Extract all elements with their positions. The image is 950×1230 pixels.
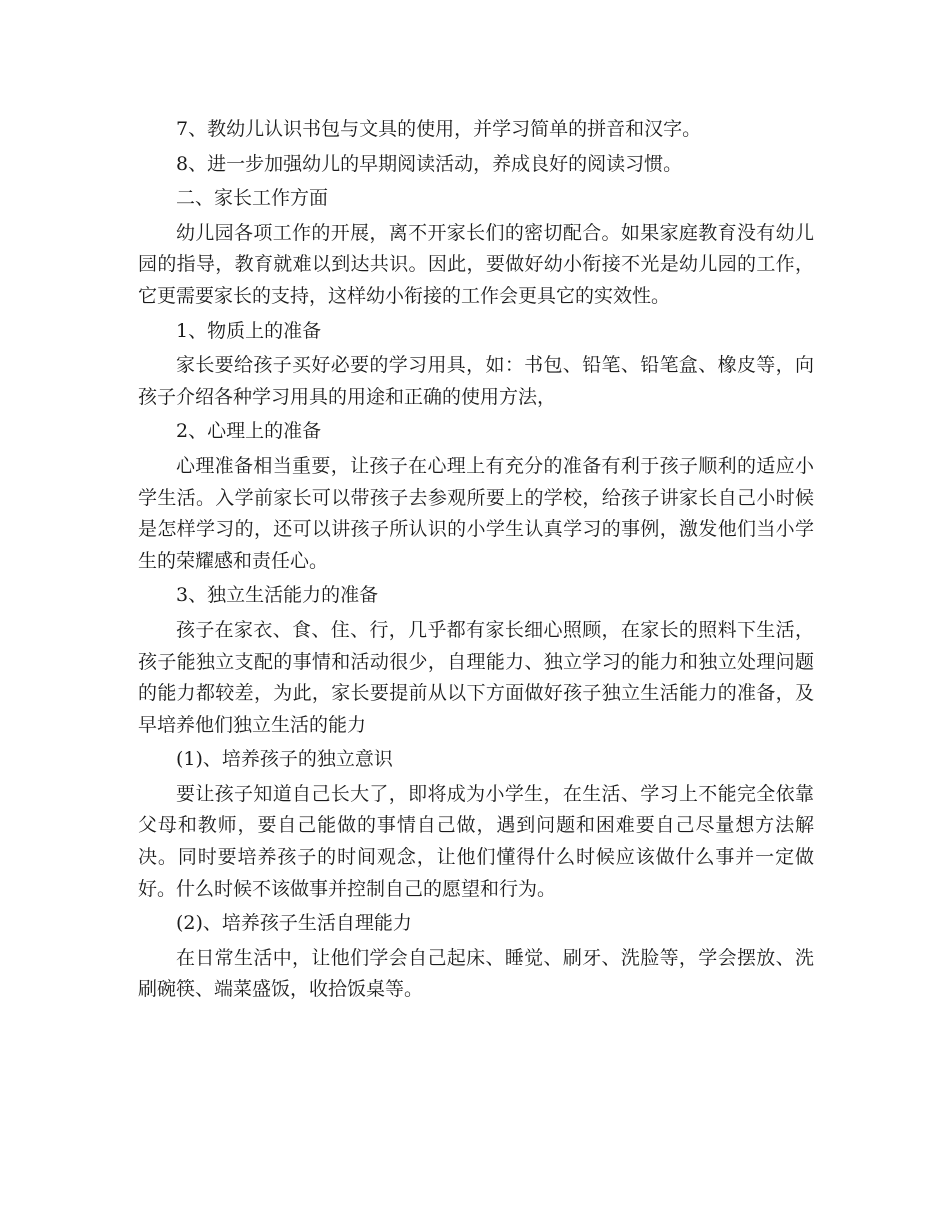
paragraph-item-8: 8、进一步加强幼儿的早期阅读活动，养成良好的阅读习惯。 [176, 152, 683, 175]
subheading-psychological-preparation: 2、心理上的准备 [176, 420, 322, 443]
section-heading-parent-work: 二、家长工作方面 [176, 187, 329, 210]
document-body [138, 114, 814, 1009]
subheading-material-preparation: 1、物质上的准备 [176, 319, 322, 342]
paragraph-material-preparation: 家长要给孩子买好必要的学习用具，如：书包、铅笔、铅笔盒、橡皮等，向孩子介绍各种学习用具的用途和正确的使用方法， [138, 354, 814, 408]
subheading-self-care: (2)、培养孩子生活自理能力 [176, 912, 412, 935]
paragraph-item-7: 7、教幼儿认识书包与文具的使用，并学习简单的拼音和汉字。 [176, 118, 702, 140]
subheading-independent-living: 3、独立生活能力的准备 [176, 584, 379, 607]
paragraph-parent-cooperation: 幼儿园各项工作的开展，离不开家长们的密切配合。如果家庭教育没有幼儿园的指导，教育就难以到达共识。因此，要做好幼小衔接不光是幼儿园的工作，它更需要家长的支持，这样幼小衔接的工作会更具它的实效性。 [138, 221, 814, 307]
paragraph-independent-living: 孩子在家衣、食、住、行，几乎都有家长细心照顾，在家长的照料下生活，孩子能独立支配的事情和活动很少，自理能力、独立学习的能力和独立处理问题的能力都较差，为此，家长要提前从以下方面做好孩子独立生活能力的准备，及早培养他们独立生活的能力 [138, 618, 814, 736]
subheading-independence-awareness: (1)、培养孩子的独立意识 [176, 748, 393, 771]
paragraph-independence-awareness: 要让孩子知道自己长大了，即将成为小学生，在生活、学习上不能完全依靠父母和教师，要自己能做的事情自己做，遇到问题和困难要自己尽量想方法解决。同时要培养孩子的时间观念，让他们懂得什么时候应该做什么事并一定做好。什么时候不该做事并控制自己的愿望和行为。 [138, 782, 814, 900]
paragraph-psychological-preparation: 心理准备相当重要，让孩子在心理上有充分的准备有利于孩子顺利的适应小学生活。入学前家长可以带孩子去参观所要上的学校，给孩子讲家长自己小时候是怎样学习的，还可以讲孩子所认识的小学生认真学习的事例，激发他们当小学生的荣耀感和责任心。 [138, 454, 814, 572]
paragraph-self-care: 在日常生活中，让他们学会自己起床、睡觉、刷牙、洗脸等，学会摆放、洗刷碗筷、端菜盛饭，收拾饭桌等。 [138, 946, 814, 1001]
